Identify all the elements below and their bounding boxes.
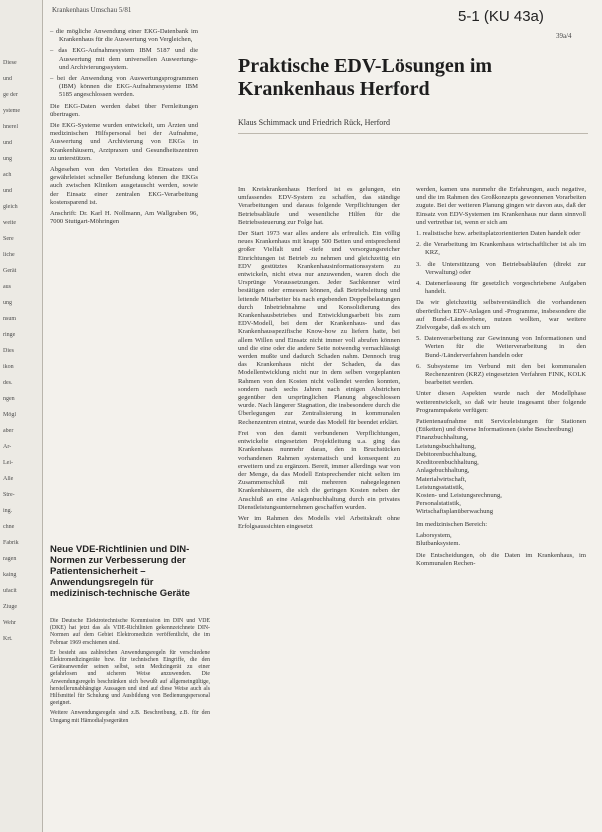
medical-item: Laborsystem, — [416, 531, 452, 539]
gutter-word: ikon — [3, 364, 14, 370]
vde-paragraph: Weitere Anwendungsregeln sind z.B. Beschreibung, z.B. für den Umgang mit Hämodialysegeräten — [50, 710, 210, 724]
page-number: 39a/4 — [556, 32, 572, 40]
column-1-paragraph: Der Start 1973 war alles andere als erfreulich. Ein völlig neues Krankenhaus mit knapp 500 Betten und entsprechend großer Vielfalt und -tiefe und versorgungsreicher Einrichtungen ist Betrieb zu nehmen und gleichzeitig ein EDV gestütztes Krankenhausinformationssystem zu entwickeln, nicht etwa nur anzuwenden, waren doch die Ursprünge Voraussetzungen. Jeder Sachkenner wird bestätigen oder ermessen können, daß Betriebsleitung und leitende Mitarbeiter bis nach ergebenden Doppelbelastungen durch Inbetriebnahme und Konsolidierung des Krankenhausbetriebes und Entwicklungsarbeit bis zum EDV-Modell, bei dem der Krankenhaus- und das Krankenhausspezifische Know-how zu liefern hatte, bei allem Willen und Einsatz nicht immer voll abrufen können und die eine oder die andere Seite notwendig vernachlässigt werden mußte und dadurch Schaden nahm. Dennoch trug das Krankenhaus nicht der Schaden, da das Modellentwicklung nicht nur in dem selben vorgeplanten Rahmen von den Kosten nicht vollendet werden konnten, sondern nach sechs Jahren nach einigen Abstrichen gegenüber den ursprünglichen Planung abgeschlossen wurde. Nach längerer Stagnation, die insbesondere durch die Überlegungen zur Zentralisierung in kommunalen Rechenzentren eintrat, wurde das Modell für beendet erklärt. — [238, 230, 400, 426]
gutter-word: chne — [3, 524, 15, 530]
ekg-article-end — [50, 28, 198, 229]
gutter-word: weite — [3, 220, 16, 226]
column-1-paragraph: Frei von den damit verbundenen Verpflichtungen, entwickelte eingesetzten Projektleitung u.a. ging das Krankenhaus nunmehr daran, den in Bruchstücken vorhandenen Rahmen systematisch und konsequent zu erweitern und zu ergänzen. Bereit, immer allerdings war von der Menge, da das Modell Entsprechender nicht selten im Zusammenschluß mit mehreren nahegelegenen Krankenhäusern, die sich die geringen Kosten neben der Anschluß an eine Anlagenbuchhaltung durch ein privates Dienstleistungsunternehmen geschaffen wurden. — [238, 429, 400, 511]
package-item: Debitorenbuchhaltung, — [416, 450, 477, 458]
criteria-item: 6. Subsysteme im Verbund mit den bei kommunalen Rechenzentren (KRZ) eingesetzten Verfahren FINK, KOLK bearbeitet werden. — [416, 362, 586, 387]
gutter-word: Gerät — [3, 268, 17, 274]
article-title: Praktische EDV-Lösungen im Krankenhaus Herford — [238, 55, 493, 100]
criteria-list-a — [416, 230, 586, 296]
gutter-word: hnerel — [3, 124, 18, 130]
gutter-word: ge der — [3, 92, 18, 98]
gutter-word: ngen — [3, 396, 15, 402]
vde-paragraph: Die Deutsche Elektrotechnische Kommission im DIN und VDE (DKE) hat jetzt das als VDE-Richtlinien gekennzeichnete DIN-Normen auf dem Gebiet Elektromedizin veröffentlicht, die im Februar 1969 erschienen sind. — [50, 618, 210, 646]
gutter-word: Sere — [3, 236, 14, 242]
criteria-item: 2. die Verarbeitung im Krankenhaus wirtschaftlicher ist als im KRZ, — [416, 241, 586, 257]
ekg-bullet-list — [50, 28, 198, 100]
package-item: Wirtschaftsplanüberwachung — [416, 508, 493, 516]
gutter-word: Diese — [3, 60, 17, 66]
ekg-paragraph: Abgesehen von den Vorteilen des Einsatzes und gewährleistet schneller Befundung können die EKGs auch zwischen Kliniken ausgetauscht werden, sowie der Einsatz einer zentralen EKG-Verarbeitung kostensparend ist. — [50, 166, 198, 206]
gutter-word: gleich — [3, 204, 18, 210]
gutter-word: liche — [3, 252, 15, 258]
gutter-word: Stre- — [3, 492, 15, 498]
gutter-word: und — [3, 140, 12, 146]
ekg-bullet: – die mögliche Anwendung einer EKG-Datenbank im Krankenhaus für die Auswertung von Vergleichen, — [50, 28, 198, 44]
gutter-word: aber — [3, 428, 14, 434]
gutter-word: ringe — [3, 332, 16, 338]
gutter-word: ufacit — [3, 588, 17, 594]
ekg-bullet: – das EKG-Aufnahmesystem IBM 5187 und die Auswertung mit dem universellen Auswertungs- und Archivierungssystem. — [50, 47, 198, 71]
gutter-word: aus — [3, 284, 11, 290]
package-item: Kosten- und Leistungsrechnung, — [416, 491, 502, 499]
ekg-paragraphs — [50, 103, 198, 227]
column-2-closing: Die Entscheidungen, ob die Daten im Krankenhaus, im Kommunalen Rechen- — [416, 552, 586, 568]
criteria-item: 5. Datenverarbeitung zur Gewinnung von Informationen und Werten für die Weiterverarbeitung in den Bund-/Länderverfahren handeln oder — [416, 335, 586, 359]
gutter-word: Alle — [3, 476, 14, 482]
gutter-word: Wehr — [3, 620, 16, 626]
gutter-word: kaing — [3, 572, 17, 578]
gutter-word: Ziuge — [3, 604, 17, 610]
title-rule — [238, 133, 588, 134]
medical-label: Im medizinischen Bereich: — [416, 520, 488, 528]
criteria-item: 4. Datenerfassung für gesetzlich vorgeschriebene Aufgaben handelt. — [416, 280, 586, 296]
ekg-paragraph: Die EKG-Daten werden dabei über Fernleitungen übertragen. — [50, 102, 198, 118]
gutter-word: und — [3, 188, 12, 194]
package-item: Kreditorenbuchhaltung, — [416, 459, 479, 467]
left-margin-fold — [0, 0, 43, 832]
vde-article-body — [50, 618, 210, 828]
criteria-item: 1. realistische bzw. arbeitsplatzorientierten Daten handelt oder — [416, 230, 581, 238]
gutter-word: ung — [3, 156, 12, 162]
medical-item: Blutbanksystem. — [416, 539, 461, 547]
gutter-word: ach — [3, 172, 12, 178]
medical-systems — [416, 532, 586, 548]
gutter-word: ing. — [3, 508, 13, 514]
column-2-after: Unter diesen Aspekten wurde nach der Modellphase weiterentwickelt, so daß wir heute insgesamt über folgende Programmpakete verfügen: — [416, 390, 586, 414]
gutter-word: ysteme — [3, 108, 20, 114]
package-item: Personalstatistik, — [416, 500, 461, 508]
handwritten-note: 5-1 (KU 43a) — [458, 8, 544, 25]
package-item: Leistungsstatistik, — [416, 483, 464, 491]
package-item: Finanzbuchhaltung, — [416, 434, 469, 442]
column-2-middle: Da wir gleichzeitig selbstverständlich die vorhandenen überörtlichen EDV-Anlagen und -Programme, insbesondere die auf Bund-/Länderebene, nutzen wollten, war weitere Zielvorgabe, daß es sich um — [416, 299, 586, 332]
criteria-item: 3. die Unterstützung von Betriebsabläufen (direkt zur Verwaltung) oder — [416, 260, 586, 276]
gutter-word: Ar- — [3, 444, 12, 450]
vde-headline: Neue VDE-Richtlinien und DIN-Normen zur Verbesserung der Patientensicherheit – Anwendungsregeln für medizinisch-technische Geräte — [50, 544, 190, 599]
gutter-word: nsum — [3, 316, 17, 322]
package-item: Leistungsbuchhaltung, — [416, 442, 476, 450]
gutter-word: Fabrik — [3, 540, 19, 546]
column-2-intro: werden, kamen uns nunmehr die Erfahrungen, auch negative, und die im Rahmen des Großkonzepts gewonnenen Vorarbeiten zugute. Bei der weiteren Planung gingen wir davon aus, daß der Einsatz von EDV-Systemen im Krankenhaus nur dann sinnvoll und vertretbar ist, wenn er sich am — [416, 186, 586, 226]
gutter-word: Lei- — [3, 460, 13, 466]
package-item: Patientenaufnahme mit Serviceleistungen für Stationen (Etiketten) und diverse Informationen (siehe Beschreibung) — [416, 418, 586, 434]
article-column-2 — [416, 186, 586, 826]
ekg-paragraph: Die EKG-Systeme wurden entwickelt, um Ärzten und medizinischen Hilfspersonal bei der Aufnahme, Auswertung und Archivierung von EKGs in Krankenhäusern, Arztpraxen und Gesundheitszentren zu unterstützen. — [50, 122, 198, 162]
article-column-1 — [238, 186, 400, 826]
program-packages — [416, 418, 586, 516]
gutter-word: und — [3, 76, 12, 82]
gutter-word: Mögl — [3, 412, 17, 418]
article-authors: Klaus Schimmack und Friedrich Rück, Herford — [238, 118, 390, 127]
vde-paragraph: Er besteht aus zahlreichen Anwendungsregeln für verschiedene Elektromedizingeräte bzw. für technischen Eingriffe, die den Geräteanwender seinen selbst, sein Medizingerät zu einer gefahrlosen und sicheren Weise anzuwenden. Die Anwendungsregeln beschränken sich bewußt auf allgemeingültige, herstellerunabhängige Aussagen und sind auf diese Weise auch als Hilfsmittel für Schulung und Ausbildung von Bedienungspersonal geeignet. — [50, 649, 210, 707]
column-1-paragraph: Im Kreiskrankenhaus Herford ist es gelungen, ein umfassendes EDV-System zu schaffen, das ständige Verarbeitungen und daraus folgende Verpflichtungen der Betriebsabläufe und wesentliche Hilfen für die Betriebssteuerung zur Folge hat. — [238, 186, 400, 226]
ekg-bullet: – bei der Anwendung von Auswertungsprogrammen (IBM) können die EKG-Aufnahmesysteme IBM 5185 angeschlossen werden. — [50, 75, 198, 99]
column-1-paragraph: Wer im Rahmen des Modells viel Arbeitskraft ohne Erfolgsaussichten eingesetzt — [238, 514, 400, 531]
gutter-word: Dies — [3, 348, 14, 354]
criteria-list-b — [416, 335, 586, 387]
package-item: Anlagebuchhaltung, — [416, 467, 470, 475]
gutter-word: des. — [3, 380, 13, 386]
gutter-word: Krt. — [3, 636, 13, 642]
gutter-word: ung — [3, 300, 12, 306]
package-item: Materialwirtschaft, — [416, 475, 467, 483]
magazine-header: Krankenhaus Umschau 5/81 — [52, 6, 132, 14]
gutter-word: ragen — [3, 556, 17, 562]
ekg-paragraph: Anschrift: Dr. Karl H. Nollmann, Am Wallgraben 96, 7000 Stuttgart-Möhringen — [50, 210, 198, 226]
